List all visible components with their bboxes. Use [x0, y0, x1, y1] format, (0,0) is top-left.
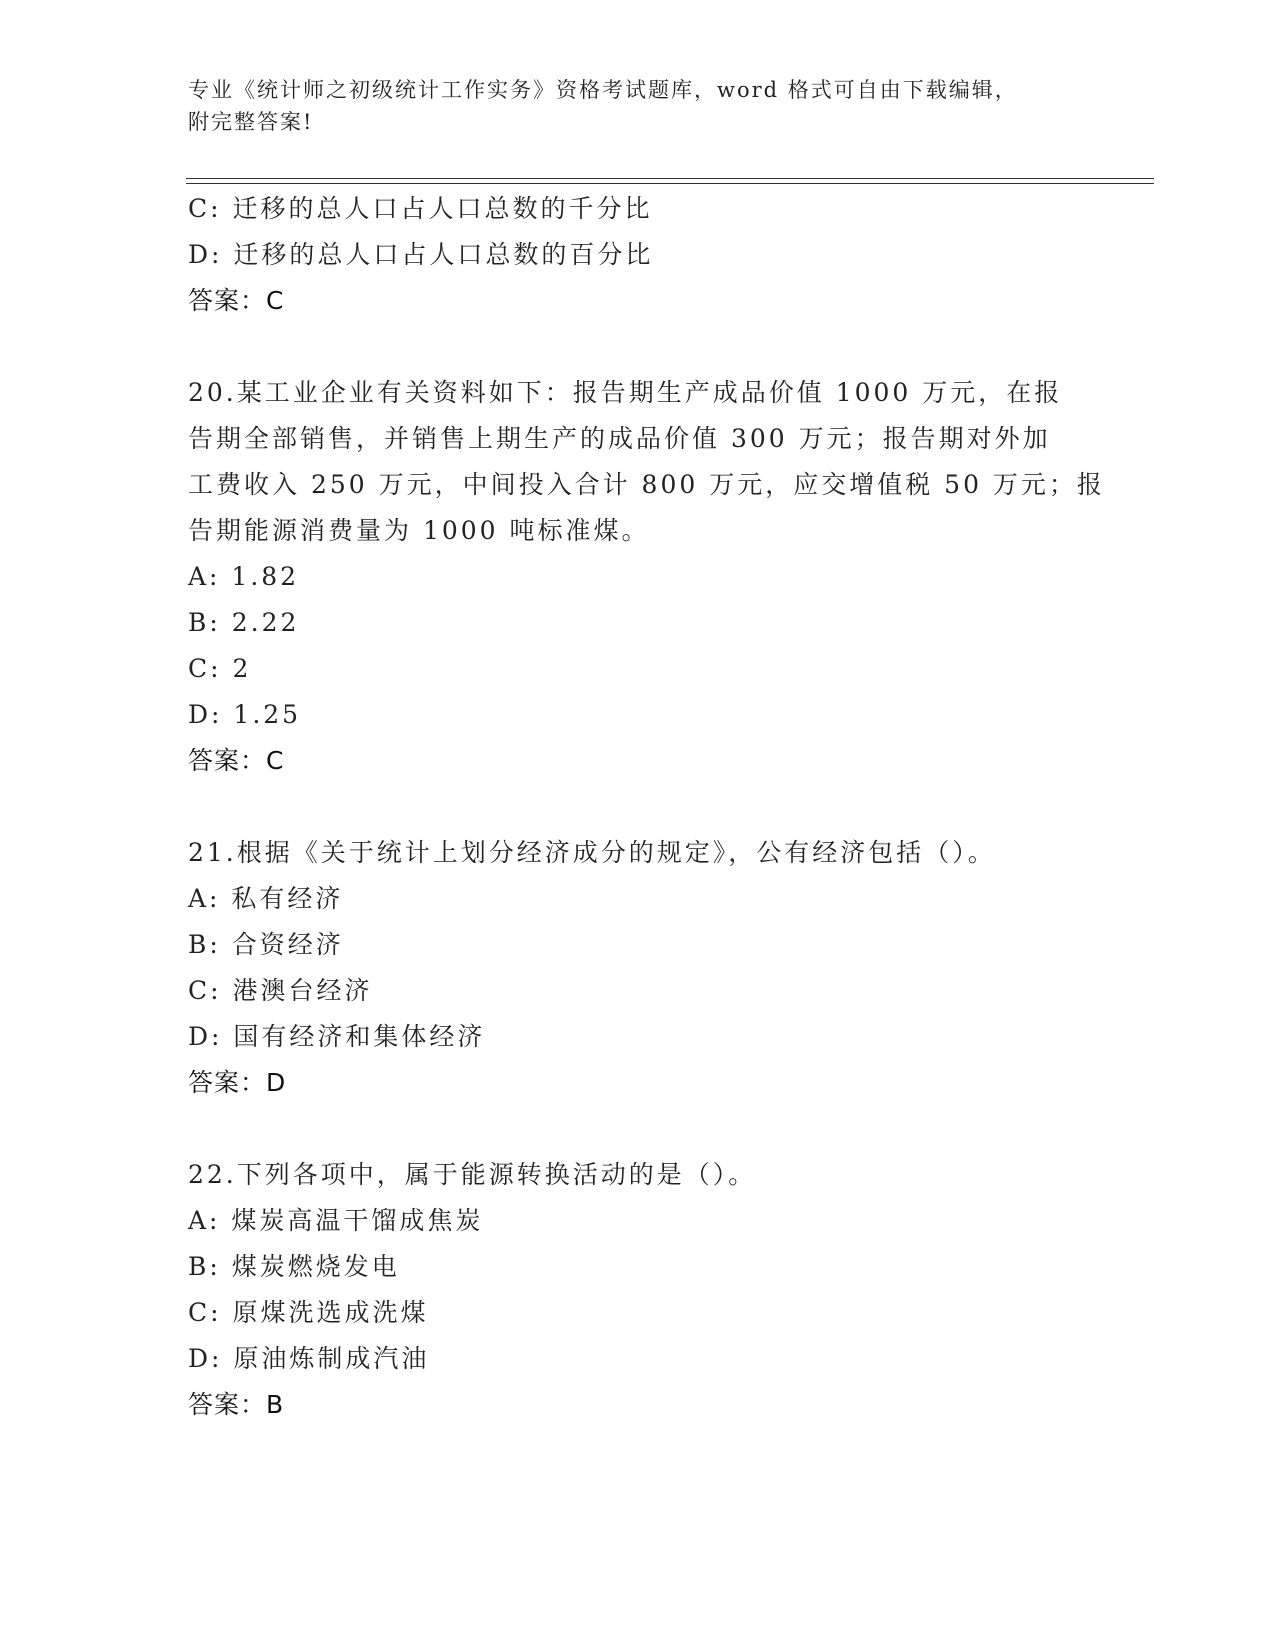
option-d: D: 1.25 [188, 700, 302, 729]
option-c: C: 迁移的总人口占人口总数的千分比 [188, 194, 653, 223]
question-21 [188, 830, 1088, 1106]
option-b: B: 煤炭燃烧发电 [188, 1252, 400, 1281]
option-a: A: 1.82 [188, 562, 300, 591]
option-d: D: 国有经济和集体经济 [188, 1022, 486, 1051]
question-19-tail [188, 186, 1088, 324]
option-a: A: 私有经济 [188, 884, 344, 913]
option-a: A: 煤炭高温干馏成焦炭 [188, 1206, 484, 1235]
answer-label: 答案：B [188, 1390, 285, 1419]
answer-label: 答案：C [188, 746, 285, 775]
question-list [188, 186, 1105, 1428]
spacer [188, 324, 1088, 370]
option-c: C: 原煤洗选成洗煤 [188, 1298, 429, 1327]
stem-line-4: 告期能源消费量为 1000 吨标准煤。 [188, 516, 650, 545]
question-22 [188, 1152, 1088, 1428]
answer-label: 答案：D [188, 1068, 287, 1097]
header-divider-bottom [186, 183, 1154, 184]
stem-line-2: 告期全部销售，并销售上期生产的成品价值 300 万元；报告期对外加 [188, 424, 1051, 453]
header-divider-top [186, 178, 1154, 179]
stem-line-3: 工费收入 250 万元，中间投入合计 800 万元，应交增值税 50 万元；报 [188, 470, 1105, 499]
option-d: D: 原油炼制成汽油 [188, 1344, 430, 1373]
spacer [188, 1106, 1088, 1152]
option-d: D: 迁移的总人口占人口总数的百分比 [188, 240, 654, 269]
question-20 [188, 370, 1105, 784]
question-stem: 21.根据《关于统计上划分经济成分的规定》，公有经济包括（）。 [188, 838, 996, 867]
option-c: C: 港澳台经济 [188, 976, 373, 1005]
option-b: B: 合资经济 [188, 930, 344, 959]
answer-label: 答案：C [188, 286, 285, 315]
spacer [188, 784, 1088, 830]
question-stem: 22.下列各项中，属于能源转换活动的是（）。 [188, 1160, 757, 1189]
option-b: B: 2.22 [188, 608, 300, 637]
question-stem [188, 370, 1105, 554]
option-c: C: 2 [188, 654, 252, 683]
header-line-1: 专业《统计师之初级统计工作实务》资格考试题库，word 格式可自由下载编辑， [188, 78, 1018, 102]
stem-line-1: 20.某工业企业有关资料如下：报告期生产成品价值 1000 万元，在报 [188, 378, 1063, 407]
header-line-2: 附完整答案! [188, 110, 314, 134]
page-header [188, 74, 1068, 138]
